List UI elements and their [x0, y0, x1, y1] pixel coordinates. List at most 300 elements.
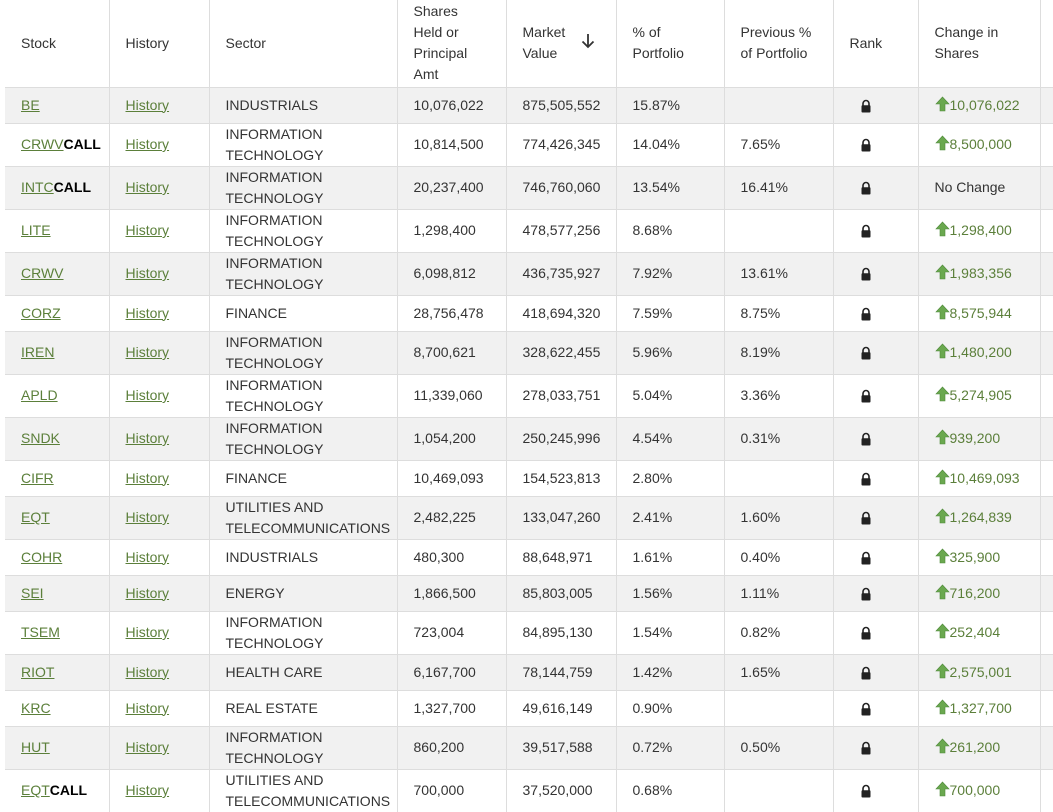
header-rank-label: Rank [849, 34, 883, 51]
change-value: 700,000 [949, 782, 1001, 798]
cell-pct [616, 87, 724, 123]
cell-market-value [506, 460, 616, 496]
stock-link[interactable]: RIOT [21, 663, 55, 680]
shares-value: 6,167,700 [413, 663, 476, 680]
cell-sector [209, 690, 397, 726]
history-link[interactable]: History [125, 344, 170, 360]
shares-value: 480,300 [413, 548, 465, 565]
shares-value: 2,482,225 [413, 509, 476, 525]
market-value-value: 278,033,751 [522, 387, 601, 403]
header-pct-portfolio[interactable] [616, 0, 724, 87]
header-change-label: Change in Shares [934, 24, 999, 62]
stock-link[interactable]: INTC [21, 179, 54, 195]
lock-icon [859, 432, 873, 446]
change-value: 252,404 [949, 624, 1001, 640]
cell-extra [1040, 123, 1053, 166]
history-link[interactable]: History [125, 136, 170, 152]
table-row [5, 87, 1053, 123]
change-value: 1,327,700 [949, 699, 1012, 716]
cell-extra [1040, 417, 1053, 460]
market-value-value: 774,426,345 [522, 136, 601, 152]
history-link[interactable]: History [125, 739, 170, 755]
cell-shares [397, 87, 506, 123]
table-body [5, 87, 1053, 812]
call-badge: CALL [53, 179, 91, 195]
cell-market-value [506, 611, 616, 654]
lock-icon [859, 307, 873, 321]
cell-history [109, 539, 209, 575]
lock-icon [859, 741, 873, 755]
sector-text: INFORMATION TECHNOLOGY [225, 376, 324, 414]
pct-value: 1.42% [632, 663, 673, 680]
cell-history [109, 295, 209, 331]
market-value-value: 39,517,588 [522, 739, 593, 755]
cell-history [109, 166, 209, 209]
change-value: 10,076,022 [949, 96, 1020, 113]
arrow-up-icon [935, 738, 950, 754]
header-market-value-label: Market Value [522, 24, 566, 62]
cell-sector [209, 654, 397, 690]
cell-stock [5, 295, 109, 331]
cell-prev-pct [724, 252, 833, 295]
cell-market-value [506, 769, 616, 812]
table-row [5, 690, 1053, 726]
stock-link[interactable]: COHR [21, 548, 63, 565]
market-value-value: 88,648,971 [522, 548, 593, 565]
change-value: 1,264,839 [949, 509, 1012, 525]
cell-pct [616, 611, 724, 654]
cell-prev-pct [724, 654, 833, 690]
cell-change [918, 166, 1040, 209]
cell-rank [833, 611, 918, 654]
sector-text: INFORMATION TECHNOLOGY [225, 125, 324, 163]
cell-stock [5, 654, 109, 690]
cell-shares [397, 417, 506, 460]
history-link[interactable]: History [125, 782, 170, 798]
cell-history [109, 417, 209, 460]
arrow-up-icon [935, 135, 950, 151]
table-row [5, 166, 1053, 209]
cell-shares [397, 654, 506, 690]
arrow-up-icon [935, 343, 950, 359]
cell-shares [397, 374, 506, 417]
shares-value: 1,054,200 [413, 430, 476, 446]
cell-pct [616, 575, 724, 611]
lock-icon [859, 511, 873, 525]
history-link[interactable]: History [125, 699, 170, 716]
cell-extra [1040, 295, 1053, 331]
pct-value: 0.68% [632, 782, 673, 798]
pct-value: 7.92% [632, 265, 673, 281]
header-sector[interactable] [209, 0, 397, 87]
cell-market-value [506, 123, 616, 166]
sector-text: UTILITIES AND TELECOMMUNICATIONS [225, 771, 391, 809]
pct-value: 5.96% [632, 344, 673, 360]
cell-shares [397, 460, 506, 496]
table-row [5, 575, 1053, 611]
cell-shares [397, 690, 506, 726]
lock-icon [859, 626, 873, 640]
market-value-value: 84,895,130 [522, 624, 593, 640]
cell-shares [397, 295, 506, 331]
cell-rank [833, 252, 918, 295]
history-link[interactable]: History [125, 96, 170, 113]
cell-prev-pct [724, 209, 833, 252]
cell-history [109, 209, 209, 252]
pct-value: 7.59% [632, 304, 673, 321]
history-link[interactable]: History [125, 624, 170, 640]
shares-value: 11,339,060 [413, 387, 483, 403]
cell-history [109, 374, 209, 417]
cell-change [918, 209, 1040, 252]
lock-icon [859, 702, 873, 716]
history-link[interactable]: History [125, 663, 170, 680]
cell-rank [833, 575, 918, 611]
sector-text: INFORMATION TECHNOLOGY [225, 211, 324, 249]
change-value: 10,469,093 [949, 469, 1020, 486]
change-value: 325,900 [949, 548, 1001, 565]
cell-stock [5, 252, 109, 295]
sector-text: INFORMATION TECHNOLOGY [225, 419, 324, 457]
cell-stock [5, 575, 109, 611]
cell-stock [5, 374, 109, 417]
cell-market-value [506, 690, 616, 726]
shares-value: 10,076,022 [413, 96, 484, 113]
cell-history [109, 331, 209, 374]
lock-icon [859, 666, 873, 680]
change-value: 261,200 [949, 739, 1001, 755]
header-stock[interactable] [5, 0, 109, 87]
cell-shares [397, 539, 506, 575]
cell-stock [5, 417, 109, 460]
history-link[interactable]: History [125, 304, 170, 321]
cell-history [109, 769, 209, 812]
header-stock-label: Stock [21, 34, 57, 51]
arrow-up-icon [935, 264, 950, 280]
cell-shares [397, 496, 506, 539]
header-rank[interactable] [833, 0, 918, 87]
header-shares[interactable] [397, 0, 506, 87]
stock-link[interactable]: BE [21, 96, 40, 113]
stock-link[interactable]: KRC [21, 699, 51, 716]
cell-market-value [506, 166, 616, 209]
cell-market-value [506, 295, 616, 331]
history-link[interactable]: History [125, 179, 170, 195]
cell-rank [833, 496, 918, 539]
pct-value: 13.54% [632, 179, 680, 195]
cell-history [109, 87, 209, 123]
prev-pct-value: 1.11% [740, 584, 780, 601]
cell-prev-pct [724, 690, 833, 726]
history-link[interactable]: History [125, 387, 170, 403]
market-value-value: 436,735,927 [522, 265, 601, 281]
cell-market-value [506, 654, 616, 690]
pct-value: 1.54% [632, 624, 673, 640]
cell-shares [397, 575, 506, 611]
cell-sector [209, 496, 397, 539]
lock-icon [859, 346, 873, 360]
cell-history [109, 575, 209, 611]
prev-pct-value: 0.40% [740, 548, 781, 565]
cell-rank [833, 417, 918, 460]
sector-text: INDUSTRIALS [225, 548, 319, 565]
cell-extra [1040, 769, 1053, 812]
cell-shares [397, 123, 506, 166]
stock-link[interactable]: IREN [21, 344, 55, 360]
arrow-down-icon[interactable] [579, 32, 597, 50]
market-value-value: 37,520,000 [522, 782, 593, 798]
stock-link[interactable]: EQT [21, 509, 50, 525]
cell-change [918, 690, 1040, 726]
header-change[interactable] [918, 0, 1040, 87]
arrow-up-icon [935, 508, 950, 524]
sector-text: ENERGY [225, 584, 285, 601]
change-value: 2,575,001 [949, 663, 1012, 680]
cell-extra [1040, 460, 1053, 496]
cell-history [109, 123, 209, 166]
table-row [5, 539, 1053, 575]
stock-link[interactable]: CRWV [21, 265, 64, 281]
history-link[interactable]: History [125, 222, 170, 238]
arrow-up-icon [935, 548, 950, 564]
cell-stock [5, 209, 109, 252]
cell-rank [833, 726, 918, 769]
change-value: 5,274,905 [949, 387, 1012, 403]
pct-value: 0.90% [632, 699, 673, 716]
call-badge: CALL [63, 136, 101, 152]
table-row [5, 726, 1053, 769]
cell-pct [616, 726, 724, 769]
cell-change [918, 769, 1040, 812]
table-row [5, 374, 1053, 417]
stock-link[interactable]: CORZ [21, 304, 61, 321]
arrow-up-icon [935, 469, 950, 485]
pct-value: 2.80% [632, 469, 673, 486]
cell-extra [1040, 496, 1053, 539]
header-extra [1040, 0, 1053, 87]
cell-change [918, 726, 1040, 769]
cell-sector [209, 460, 397, 496]
market-value-value: 418,694,320 [522, 304, 601, 321]
table-row [5, 252, 1053, 295]
cell-sector [209, 726, 397, 769]
cell-extra [1040, 166, 1053, 209]
lock-icon [859, 587, 873, 601]
history-link[interactable]: History [125, 430, 170, 446]
cell-shares [397, 209, 506, 252]
prev-pct-value: 7.65% [740, 136, 781, 152]
cell-stock [5, 460, 109, 496]
sector-text: HEALTH CARE [225, 663, 323, 680]
cell-pct [616, 166, 724, 209]
market-value-value: 250,245,996 [522, 430, 601, 446]
table-row [5, 295, 1053, 331]
sector-text: REAL ESTATE [225, 699, 318, 716]
cell-sector [209, 331, 397, 374]
cell-extra [1040, 331, 1053, 374]
cell-prev-pct [724, 331, 833, 374]
history-link[interactable]: History [125, 509, 170, 525]
prev-pct-value: 1.65% [740, 663, 781, 680]
prev-pct-value: 0.50% [740, 739, 781, 755]
lock-icon [859, 181, 873, 195]
pct-value: 1.61% [632, 548, 673, 565]
table-row [5, 417, 1053, 460]
cell-prev-pct [724, 575, 833, 611]
history-link[interactable]: History [125, 584, 170, 601]
cell-shares [397, 726, 506, 769]
header-prev-pct-label: Previous % of Portfolio [740, 24, 812, 62]
prev-pct-value: 1.60% [740, 509, 781, 525]
stock-link[interactable]: SNDK [21, 430, 60, 446]
sector-text: INFORMATION TECHNOLOGY [225, 728, 324, 766]
prev-pct-value: 8.75% [740, 304, 781, 321]
cell-pct [616, 417, 724, 460]
lock-icon [859, 267, 873, 281]
history-link[interactable]: History [125, 469, 170, 486]
cell-shares [397, 166, 506, 209]
cell-stock [5, 123, 109, 166]
stock-link[interactable]: APLD [21, 387, 58, 403]
cell-extra [1040, 690, 1053, 726]
cell-sector [209, 252, 397, 295]
cell-pct [616, 496, 724, 539]
sector-text: FINANCE [225, 469, 287, 486]
cell-prev-pct [724, 166, 833, 209]
lock-icon [859, 99, 873, 113]
arrow-up-icon [935, 663, 950, 679]
cell-sector [209, 295, 397, 331]
cell-market-value [506, 374, 616, 417]
stock-link[interactable]: CRWV [21, 136, 64, 152]
header-shares-label: Shares Held or Principal Amt [413, 3, 468, 83]
cell-prev-pct [724, 295, 833, 331]
table-row [5, 496, 1053, 539]
sector-text: INFORMATION TECHNOLOGY [225, 613, 324, 651]
cell-pct [616, 123, 724, 166]
stock-link[interactable]: EQT [21, 782, 50, 798]
cell-extra [1040, 539, 1053, 575]
header-market-value[interactable] [506, 0, 616, 87]
cell-prev-pct [724, 87, 833, 123]
cell-market-value [506, 331, 616, 374]
cell-sector [209, 417, 397, 460]
cell-sector [209, 769, 397, 812]
cell-pct [616, 539, 724, 575]
prev-pct-value: 0.31% [740, 430, 781, 446]
cell-market-value [506, 575, 616, 611]
cell-prev-pct [724, 460, 833, 496]
shares-value: 10,814,500 [413, 136, 484, 152]
shares-value: 1,298,400 [413, 222, 476, 238]
stock-link[interactable]: LITE [21, 222, 51, 238]
market-value-value: 133,047,260 [522, 509, 601, 525]
sector-text: INFORMATION TECHNOLOGY [225, 168, 324, 206]
market-value-value: 875,505,552 [522, 96, 601, 113]
cell-prev-pct [724, 374, 833, 417]
stock-link[interactable]: SEI [21, 584, 44, 601]
lock-icon [859, 784, 873, 798]
cell-pct [616, 331, 724, 374]
cell-market-value [506, 252, 616, 295]
cell-pct [616, 209, 724, 252]
stock-link[interactable]: TSEM [21, 624, 60, 640]
cell-stock [5, 539, 109, 575]
cell-rank [833, 690, 918, 726]
cell-market-value [506, 209, 616, 252]
cell-sector [209, 374, 397, 417]
cell-history [109, 611, 209, 654]
cell-sector [209, 123, 397, 166]
market-value-value: 49,616,149 [522, 699, 593, 716]
history-link[interactable]: History [125, 548, 170, 565]
prev-pct-value: 3.36% [740, 387, 781, 403]
cell-market-value [506, 726, 616, 769]
header-history[interactable] [109, 0, 209, 87]
pct-value: 5.04% [632, 387, 673, 403]
stock-link[interactable]: CIFR [21, 469, 54, 486]
cell-stock [5, 166, 109, 209]
cell-change [918, 295, 1040, 331]
arrow-up-icon [935, 386, 950, 402]
cell-sector [209, 166, 397, 209]
cell-shares [397, 611, 506, 654]
cell-market-value [506, 539, 616, 575]
shares-value: 700,000 [413, 782, 465, 798]
cell-extra [1040, 374, 1053, 417]
cell-sector [209, 575, 397, 611]
cell-rank [833, 539, 918, 575]
cell-history [109, 496, 209, 539]
shares-value: 8,700,621 [413, 344, 476, 360]
cell-market-value [506, 417, 616, 460]
shares-value: 20,237,400 [413, 179, 484, 195]
shares-value: 6,098,812 [413, 265, 476, 281]
change-value: 1,983,356 [949, 265, 1012, 281]
cell-sector [209, 87, 397, 123]
prev-pct-value: 0.82% [740, 624, 781, 640]
change-value: 939,200 [949, 430, 1001, 446]
lock-icon [859, 389, 873, 403]
stock-link[interactable]: HUT [21, 739, 50, 755]
prev-pct-value: 16.41% [740, 179, 788, 195]
header-prev-pct[interactable] [724, 0, 833, 87]
cell-history [109, 654, 209, 690]
cell-pct [616, 460, 724, 496]
cell-change [918, 654, 1040, 690]
cell-rank [833, 460, 918, 496]
cell-sector [209, 209, 397, 252]
cell-change [918, 611, 1040, 654]
cell-rank [833, 166, 918, 209]
cell-stock [5, 611, 109, 654]
cell-change [918, 331, 1040, 374]
change-value: 8,500,000 [949, 136, 1012, 152]
cell-rank [833, 374, 918, 417]
table-row [5, 209, 1053, 252]
cell-change [918, 539, 1040, 575]
table-row [5, 123, 1053, 166]
cell-history [109, 460, 209, 496]
sector-text: FINANCE [225, 304, 287, 321]
sector-text: INFORMATION TECHNOLOGY [225, 333, 324, 371]
table-row [5, 654, 1053, 690]
change-value: 1,298,400 [949, 222, 1012, 238]
pct-value: 14.04% [632, 136, 680, 152]
cell-prev-pct [724, 417, 833, 460]
cell-stock [5, 769, 109, 812]
history-link[interactable]: History [125, 265, 170, 281]
